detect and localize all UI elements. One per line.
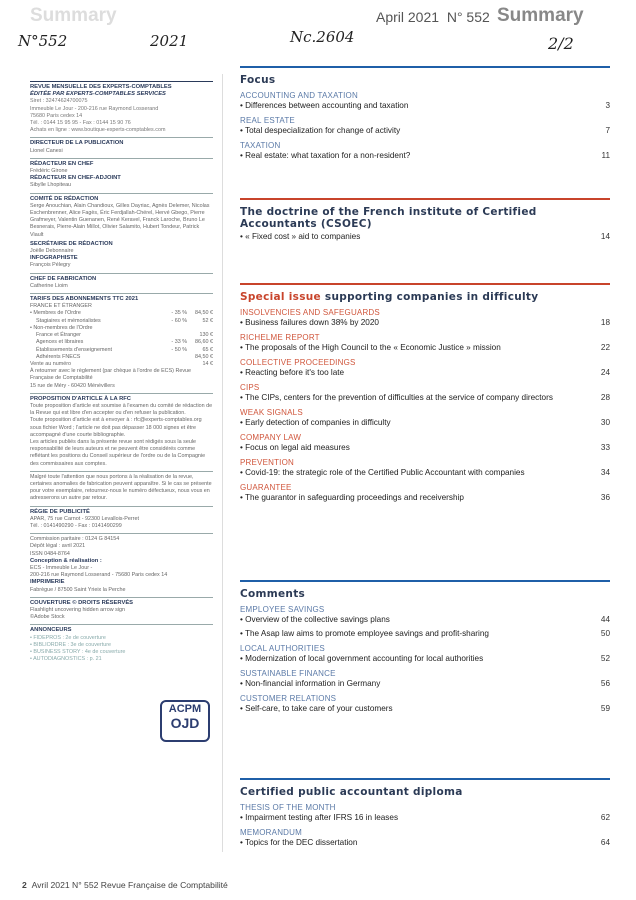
- rate-discount: [157, 332, 187, 339]
- editor-name: Frédéric Girone: [30, 168, 68, 175]
- rates-note: À retourner avec le règlement (par chèque à l'ordre de ECS) Revue Française de Comptabilité: [30, 368, 192, 382]
- toc-entry-title: • « Fixed cost » aid to companies: [240, 232, 361, 241]
- section-rule: [240, 778, 610, 780]
- director-label: DIRECTEUR DE LA PUBLICATION: [30, 140, 124, 147]
- section-rule: [240, 66, 610, 68]
- toc-section: [240, 778, 610, 848]
- toc-page-number: 30: [600, 418, 610, 427]
- cover-line: Flashlight uncovering hidden arrow sign: [30, 607, 125, 613]
- section-rule: [240, 580, 610, 582]
- toc-page-number: 3: [605, 101, 610, 110]
- handwritten-note: N°552: [18, 32, 68, 50]
- toc-entry-title: • The Asap law aims to promote employee savings and profit-sharing: [240, 629, 489, 638]
- handwritten-note: 2021: [150, 32, 189, 50]
- masthead-line: 75680 Paris cedex 14: [30, 112, 83, 119]
- section-title-highlight: Special issue: [240, 291, 321, 303]
- ads-line: APAR, 75 rue Carnot - 92300 Levallois-Perret: [30, 515, 139, 522]
- toc-entry[interactable]: [240, 468, 610, 478]
- toc-entry[interactable]: [240, 704, 610, 714]
- committee-label: COMITÉ DE RÉDACTION: [30, 195, 99, 202]
- deputy-label: RÉDACTEUR EN CHEF-ADJOINT: [30, 175, 121, 182]
- toc-entry[interactable]: [240, 101, 610, 111]
- toc-entry-title: • Topics for the DEC dissertation: [240, 838, 358, 847]
- print-line: Fabrègue / 87500 Saint Yrieix la Perche: [30, 586, 126, 593]
- proposal-label: PROPOSITION D'ARTICLE À LA RFC: [30, 395, 131, 402]
- section-title: [240, 786, 610, 798]
- rate-row: [30, 347, 213, 354]
- toc-category: RICHELME REPORT: [240, 333, 320, 342]
- toc-page-number: 28: [600, 393, 610, 402]
- toc-page-number: 62: [600, 813, 610, 822]
- rate-price: 65 €: [202, 346, 213, 353]
- production-label: CHEF DE FABRICATION: [30, 275, 97, 282]
- toc-category: SUSTAINABLE FINANCE: [240, 669, 336, 678]
- toc-entry[interactable]: [240, 493, 610, 503]
- toc-entry[interactable]: [240, 418, 610, 428]
- toc-category: MEMORANDUM: [240, 828, 302, 837]
- toc-page-number: 33: [600, 443, 610, 452]
- rate-row: [30, 339, 213, 346]
- rates-label: TARIFS DES ABONNEMENTS TTC 2021: [30, 296, 139, 303]
- rate-name: Établissements d'enseignement: [36, 346, 112, 353]
- rates-table: [30, 310, 213, 368]
- legal-line: Dépôt légal : avril 2021: [30, 543, 86, 550]
- proposal-text: Les articles publiés dans la présente revue sont rédigés sous la seule responsabilité de leurs auteurs et ne peuvent être considérés comme reflétant les positions du Conseil supérieur de l'ordre ou de la Compagnie des commissaires aux comptes.: [30, 438, 206, 467]
- toc-entry-title: • Covid-19: the strategic role of the Certified Public Accountant with companies: [240, 468, 525, 477]
- legal-line: ISSN 0484-8764: [30, 550, 70, 557]
- toc-entry[interactable]: [240, 318, 610, 328]
- toc-entry-title: • The CIPs, centers for the prevention of difficulties at the service of company directors: [240, 393, 553, 402]
- toc-category: THESIS OF THE MONTH: [240, 803, 336, 812]
- toc-category: ACCOUNTING AND TAXATION: [240, 91, 358, 100]
- rate-row: [30, 318, 213, 325]
- divider: [30, 624, 213, 625]
- toc-entry-title: • Early detection of companies in difficulty: [240, 418, 391, 427]
- rate-price: 86,60 €: [195, 339, 213, 346]
- toc-category: TAXATION: [240, 141, 281, 150]
- divider: [30, 597, 213, 598]
- masthead-line: Siret : 32474624700075: [30, 98, 88, 105]
- divider: [30, 533, 213, 534]
- toc-page-number: 11: [601, 151, 610, 160]
- toc-entry[interactable]: [240, 838, 610, 848]
- toc-page-number: 7: [605, 126, 610, 135]
- advertiser-line: • FIDEPROS : 2e de couverture: [30, 634, 106, 641]
- toc-page-number: 22: [600, 343, 610, 352]
- production-name: Catherine Lioim: [30, 282, 68, 289]
- rate-price: 14 €: [202, 360, 213, 367]
- rate-name: France et Étranger: [36, 332, 81, 339]
- rate-name: Agences et libraires: [36, 339, 84, 346]
- toc-entry-title: • Overview of the collective savings plans: [240, 615, 390, 624]
- toc-category: PREVENTION: [240, 458, 295, 467]
- masthead-title: REVUE MENSUELLE DES EXPERTS-COMPTABLES: [30, 84, 172, 90]
- masthead-line: Tél. : 0144 15 95 95 - Fax : 0144 15 90 76: [30, 120, 131, 127]
- rate-price: 52 €: [202, 317, 213, 324]
- section-rule: [240, 198, 610, 200]
- section-rule: [240, 283, 610, 285]
- page-title: Summary: [497, 5, 584, 26]
- toc-entry-title: • Business failures down 38% by 2020: [240, 318, 379, 327]
- cover-label: COUVERTURE © DROITS RÉSERVÉS: [30, 599, 134, 606]
- toc-category: GUARANTEE: [240, 483, 292, 492]
- toc-page-number: 52: [600, 654, 610, 663]
- toc-entry-title: • Non-financial information in Germany: [240, 679, 381, 688]
- toc-category: WEAK SIGNALS: [240, 408, 303, 417]
- rate-price: 84,50 €: [195, 353, 213, 360]
- toc-entry-title: • Focus on legal aid measures: [240, 443, 350, 452]
- committee-text: Serge Anouchian, Alain Chandioux, Gilles Dayriac, Agnès Delemer, Nicolas Eschenbrenner, Alice Fagès, Éric Ferdjallah-Chérel, Hervé Gbego, Pierre Grafmeyer, Valentin Guenanen, René Keravel, Franck Laroche, Bruno Le Besnerais, Pierre-Alain Millot, Olivier Salamito, Hubert Tondeur, Patrick Viault: [30, 202, 210, 238]
- rate-discount: - 50 %: [171, 346, 187, 353]
- design-label: Conception & réalisation :: [30, 557, 102, 564]
- toc-section: [240, 580, 610, 714]
- toc-entry[interactable]: [240, 151, 610, 161]
- divider: [30, 137, 213, 138]
- legal-line: Commission paritaire : 0124 G 84154: [30, 536, 120, 543]
- page-footer: 2 Avril 2021 N° 552 Revue Française de Comptabilité: [22, 880, 228, 890]
- toc-entry-title: • Impairment testing after IFRS 16 in leases: [240, 813, 399, 822]
- rate-name: Adhérents FNECS: [36, 353, 81, 360]
- advertisers-label: ANNONCEURS: [30, 627, 72, 634]
- proposal-text: Toute proposition d'article est à envoyer à : rfc@experts-comptables.org sous fichier Word ; l'article ne doit pas dépasser 18 000 signes et être accompagné d'une courte bibliographie.: [30, 417, 202, 438]
- section-title: [240, 588, 610, 600]
- handwritten-note: Nc.2604: [290, 28, 355, 46]
- toc-page-number: 56: [600, 679, 610, 688]
- advertiser-line: • BUSINESS STORY : 4e de couverture: [30, 649, 126, 656]
- toc-page-number: 36: [600, 493, 610, 502]
- toc-entry[interactable]: [240, 654, 610, 664]
- toc-page-number: 34: [600, 468, 610, 477]
- rate-price: [187, 325, 213, 332]
- toc-entry[interactable]: [240, 679, 610, 689]
- rate-name: Stagiaires et mémorialistes: [36, 317, 101, 324]
- masthead-line: Achats en ligne : www.boutique-experts-comptables.com: [30, 127, 166, 134]
- ads-line: Tél. : 0141490290 - Fax : 0141490299: [30, 522, 122, 529]
- column-divider: [222, 74, 223, 852]
- toc-section: [240, 66, 610, 161]
- toc-entry-title: • The proposals of the High Council to the « Economic Justice » mission: [240, 343, 501, 352]
- toc-entry-title: • Real estate: what taxation for a non-resident?: [240, 151, 411, 160]
- header-date: April 2021 N° 552: [376, 9, 490, 25]
- toc-entry[interactable]: [240, 813, 610, 823]
- toc-entry[interactable]: [240, 343, 610, 353]
- rate-discount: - 35 %: [171, 310, 187, 317]
- toc-category: CUSTOMER RELATIONS: [240, 694, 337, 703]
- rates-address: 15 rue de Méry - 60420 Ménévillers: [30, 382, 115, 389]
- toc-category: EMPLOYEE SAVINGS: [240, 605, 325, 614]
- section-title: [240, 206, 610, 230]
- divider: [30, 471, 213, 472]
- divider: [30, 393, 213, 394]
- toc-entry-title: • Self-care, to take care of your customers: [240, 704, 393, 713]
- toc-entry-title: • Differences between accounting and taxation: [240, 101, 409, 110]
- rate-row: [30, 354, 213, 361]
- rate-discount: - 33 %: [171, 339, 187, 346]
- toc-page-number: 24: [600, 368, 610, 377]
- toc-section: [240, 198, 610, 242]
- divider: [30, 273, 213, 274]
- toc-entry-title: • Modernization of local government accounting for local authorities: [240, 654, 484, 663]
- toc-page-number: 50: [600, 629, 610, 638]
- ghost-title: Summary: [30, 5, 117, 26]
- editor-label: RÉDACTEUR EN CHEF: [30, 160, 94, 167]
- advertiser-line: • BIBLIORDRE : 3e de couverture: [30, 641, 111, 648]
- toc-entry[interactable]: [240, 443, 610, 453]
- rate-discount: [157, 354, 187, 361]
- rate-price: 84,50 €: [195, 310, 213, 317]
- secretary-label: SECRÉTAIRE DE RÉDACTION: [30, 240, 113, 247]
- toc-category: LOCAL AUTHORITIES: [240, 644, 325, 653]
- rate-row: [30, 332, 213, 339]
- toc-page-number: 59: [600, 704, 610, 713]
- section-title-text: Focus: [240, 74, 276, 86]
- ads-label: RÉGIE DE PUBLICITÉ: [30, 508, 90, 515]
- toc-section: [240, 283, 610, 503]
- toc-page-number: 14: [600, 232, 610, 241]
- design-line: ECS - Immeuble Le Jour -: [30, 564, 93, 571]
- rate-name: Vente au numéro: [30, 360, 72, 367]
- print-label: IMPRIMERIE: [30, 579, 65, 586]
- cover-line: ©Adobe Stock: [30, 614, 65, 621]
- proposal-text: Malgré toute l'attention que nous portons à la réalisation de la revue, certaines anomalies de fabrication peuvent apparaître. Si le cas se présente pour votre exemplaire, retournez-nous le numéro défectueux, nous vous en adresserons un autre par retour.: [30, 473, 212, 502]
- toc-entry[interactable]: [240, 629, 610, 639]
- rate-discount: [157, 325, 187, 332]
- toc-entry[interactable]: [240, 368, 610, 378]
- toc-page-number: 18: [600, 318, 610, 327]
- rate-discount: - 60 %: [171, 317, 187, 324]
- deputy-name: Sibylle Lhopiteau: [30, 182, 72, 189]
- rate-name: • Membres de l'Ordre: [30, 310, 81, 317]
- handwritten-note: 2/2: [548, 34, 574, 53]
- divider: [30, 506, 213, 507]
- toc-entry-title: • The guarantor in safeguarding proceedings and receivership: [240, 493, 464, 502]
- toc-category: COLLECTIVE PROCEEDINGS: [240, 358, 356, 367]
- divider: [30, 193, 213, 194]
- toc-page-number: 44: [600, 615, 610, 624]
- rates-sub: FRANCE ET ÉTRANGER: [30, 303, 92, 310]
- toc-entry[interactable]: [240, 126, 610, 136]
- section-title: [240, 291, 610, 303]
- toc-entry[interactable]: [240, 615, 610, 625]
- rate-row: [30, 310, 213, 317]
- director-name: Lionel Canesi: [30, 147, 63, 154]
- toc-entry-title: • Total despecialization for change of activity: [240, 126, 401, 135]
- proposal-text: Toute proposition d'article est soumise à l'examen du comité de rédaction de la Revue qui est libre d'en accepter ou d'en refuser la publication.: [30, 402, 213, 417]
- toc-page-number: 64: [600, 838, 610, 847]
- section-title-text: The doctrine of the French institute of Certified Accountants (CSOEC): [240, 206, 537, 230]
- divider: [30, 158, 213, 159]
- masthead-line: Immeuble Le Jour - 200-216 rue Raymond Losserand: [30, 105, 159, 112]
- section-title: [240, 74, 610, 86]
- divider: [30, 81, 213, 82]
- design-line: 200-216 rue Raymond Losserand - 75680 Paris cedex 14: [30, 572, 168, 579]
- rate-name: • Non-membres de l'Ordre: [30, 324, 93, 331]
- section-title-text: supporting companies in difficulty: [320, 291, 539, 303]
- toc-category: CIPS: [240, 383, 260, 392]
- toc-category: REAL ESTATE: [240, 116, 295, 125]
- divider: [30, 293, 213, 294]
- masthead-column: [30, 78, 213, 663]
- toc-category: COMPANY LAW: [240, 433, 302, 442]
- infographics-label: INFOGRAPHISTE: [30, 255, 78, 262]
- acpm-ojd-logo: ACPM OJD: [160, 700, 210, 742]
- rate-price: 130 €: [199, 332, 213, 339]
- masthead-publisher: ÉDITÉE PAR EXPERTS-COMPTABLES SERVICES: [30, 91, 166, 98]
- toc-entry[interactable]: [240, 232, 610, 242]
- infographics-name: François Pélegry: [30, 262, 71, 269]
- advertiser-line: • AUTODIAGNOSTICS : p. 21: [30, 656, 102, 663]
- toc-entry-title: • Reacting before it's too late: [240, 368, 345, 377]
- toc-entry[interactable]: [240, 393, 610, 403]
- section-title-text: Certified public accountant diploma: [240, 786, 463, 798]
- toc-category: INSOLVENCIES AND SAFEGUARDS: [240, 308, 380, 317]
- secretary-name: Joëlle Debonnaire: [30, 248, 74, 255]
- rate-row: [30, 325, 213, 332]
- section-title-text: Comments: [240, 588, 306, 600]
